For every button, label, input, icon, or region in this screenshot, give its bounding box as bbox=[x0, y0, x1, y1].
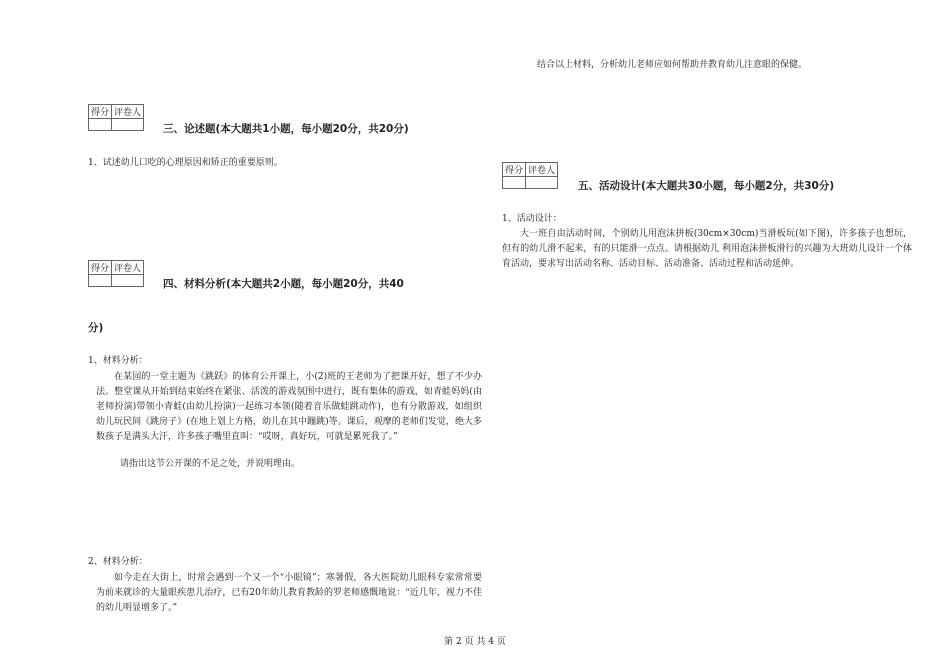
grader-cell bbox=[112, 275, 144, 287]
section3-question-1: 1、试述幼儿口吃的心理原因和矫正的重要原则。 bbox=[88, 158, 283, 168]
section4-q1-label: 1、材料分析： bbox=[88, 356, 148, 366]
page-footer: 第 2 页 共 4 页 bbox=[444, 637, 506, 647]
section4-q1-text: 在某园的一堂主题为《跳跃》的体育公开课上，小(2)班的王老师为了把课开好，想了不少办法。整堂课从开始到结束始终在紧张、活泼的游戏氛围中进行，既有集体的游戏，如青蛙妈妈(由老师扮演)带领小青蛙(由幼儿扮演)一起练习本领(随着音乐做蛙跳动作)，也有分散游戏，如组织幼儿玩民间《跳房子》(在地上划上方格，幼儿在其中蹦跳)等。课后，观摩的老师们发觉，绝大多数孩子是满头大汗，许多孩子嘴里直叫：“哎呀，真好玩，可就是累死我了。” bbox=[96, 372, 482, 442]
grader-cell bbox=[526, 177, 558, 189]
section4-q1-ask: 请指出这节公开课的不足之处，并说明理由。 bbox=[120, 459, 301, 469]
section5-q1-text: 大一班自由活动时间，个别幼儿用泡沫拼板(30cm×30cm)当滑板玩(如下图)，许多孩子也想玩，但有的幼儿滑不起来，有的只能滑一点点。请根据幼儿 利用泡沫拼板滑行的兴趣为大班幼儿设计一个体育活动，要求写出活动名称、活动目标、活动准备、活动过程和活动延伸。 bbox=[502, 229, 912, 269]
score-label: 得分 bbox=[89, 261, 112, 275]
section5-q1-label: 1、活动设计： bbox=[502, 214, 562, 224]
grader-label: 评卷人 bbox=[112, 105, 144, 119]
score-box-section5 bbox=[502, 162, 558, 189]
score-box-section3 bbox=[88, 104, 144, 131]
section4-q2-text: 如今走在大街上，时常会遇到一个又一个“小眼镜”；寒暑假，各大医院幼儿眼科专家常常要为前来就诊的大量眼疾患儿治疗，已有20年幼儿教育教龄的罗老师感慨地说：“近几年，视力不佳的幼儿明显增多了。” bbox=[96, 573, 482, 613]
section5-title: 五、活动设计(本大题共30小题，每小题2分，共30分) bbox=[578, 180, 835, 192]
score-cell bbox=[503, 177, 526, 189]
score-label: 得分 bbox=[503, 163, 526, 177]
grader-label: 评卷人 bbox=[526, 163, 558, 177]
grader-label: 评卷人 bbox=[112, 261, 144, 275]
score-label: 得分 bbox=[89, 105, 112, 119]
right-top-instruction: 结合以上材料，分析幼儿老师应如何帮助并教育幼儿注意眼的保健。 bbox=[537, 60, 808, 70]
section3-title: 三、论述题(本大题共1小题，每小题20分，共20分) bbox=[163, 123, 409, 135]
score-cell bbox=[89, 275, 112, 287]
section4-title-continued: 分) bbox=[88, 322, 104, 334]
section4-q2-label: 2、材料分析： bbox=[88, 557, 148, 567]
grader-cell bbox=[112, 119, 144, 131]
section4-title: 四、材料分析(本大题共2小题，每小题20分，共40 bbox=[163, 278, 404, 290]
score-box-section4 bbox=[88, 260, 144, 287]
score-cell bbox=[89, 119, 112, 131]
